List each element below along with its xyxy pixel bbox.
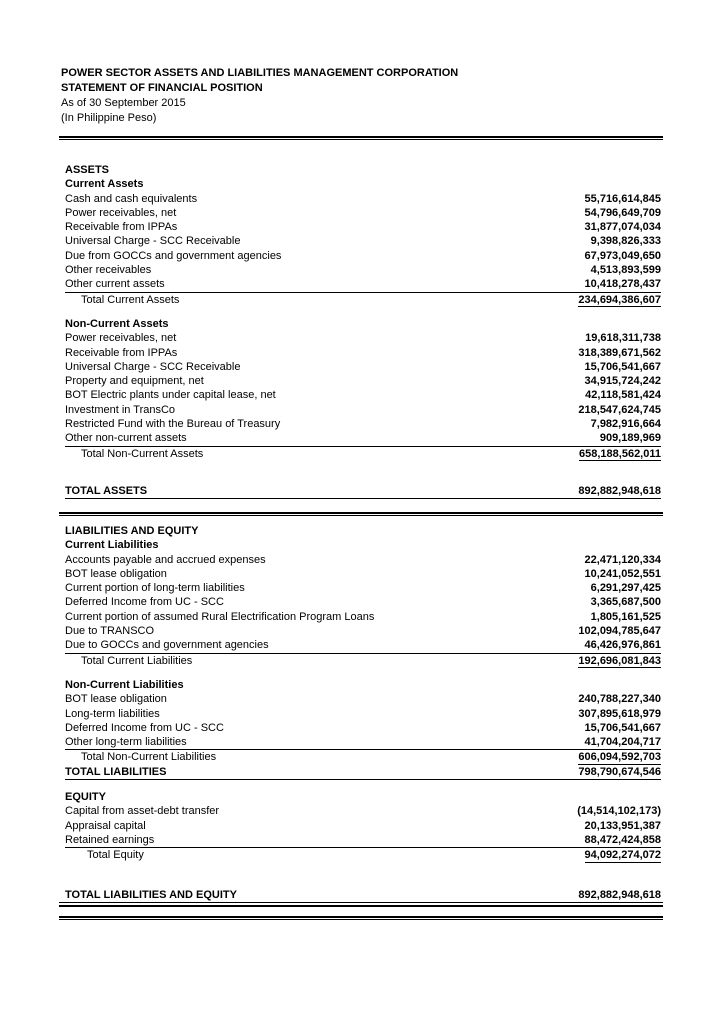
liabilities-section <box>65 524 661 863</box>
row-amount: 15,706,541,667 <box>584 721 661 734</box>
line-item-row <box>65 249 661 263</box>
row-amount: 10,418,278,437 <box>584 278 661 291</box>
line-item-row <box>65 277 661 291</box>
total-assets-section <box>65 484 661 499</box>
row-label: Power receivables, net <box>65 332 177 345</box>
row-amount: 3,365,687,500 <box>590 596 661 609</box>
row-label: Current portion of long-term liabilities <box>65 582 245 595</box>
line-item-row <box>65 220 661 234</box>
row-label: TOTAL LIABILITIES AND EQUITY <box>65 889 237 901</box>
company-name: POWER SECTOR ASSETS AND LIABILITIES MANAGEMENT CORPORATION <box>61 67 459 79</box>
row-amount: 67,973,049,650 <box>584 249 661 262</box>
row-label: Due to GOCCs and government agencies <box>65 639 269 652</box>
row-label: Universal Charge - SCC Receivable <box>65 360 241 373</box>
grand-total-section <box>65 888 661 902</box>
row-label: Due to TRANSCO <box>65 625 155 638</box>
row-amount: 42,118,581,424 <box>585 389 661 402</box>
line-item-row <box>65 567 661 581</box>
line-item-row <box>65 624 661 638</box>
line-item-row <box>65 595 661 609</box>
line-item-row <box>65 638 661 652</box>
row-label: Current portion of assumed Rural Electrification Program Loans <box>65 610 375 623</box>
line-item-row <box>65 403 661 417</box>
row-label: Restricted Fund with the Bureau of Treasury <box>65 418 281 431</box>
row-amount: 798,790,674,546 <box>578 765 661 778</box>
statement-title: STATEMENT OF FINANCIAL POSITION <box>61 82 263 94</box>
row-label: Total Current Liabilities <box>81 654 193 667</box>
row-label: Investment in TransCo <box>65 403 176 416</box>
row-amount: 4,513,893,599 <box>590 264 661 277</box>
row-amount: 102,094,785,647 <box>578 625 661 638</box>
header-rule-top <box>59 136 663 140</box>
row-amount: 9,398,826,333 <box>590 235 661 248</box>
row-label: Due from GOCCs and government agencies <box>65 249 282 262</box>
row-amount: 909,189,969 <box>599 432 661 445</box>
row-amount: 54,796,649,709 <box>584 206 661 219</box>
line-item-row <box>65 735 661 749</box>
section-rule <box>59 512 663 516</box>
current-liabilities-list <box>65 553 661 653</box>
row-label: Other long-term liabilities <box>65 736 187 749</box>
current-assets-list <box>65 192 661 292</box>
line-item-row <box>65 819 661 833</box>
row-label: Total Non-Current Liabilities <box>81 751 217 764</box>
row-amount: 234,694,386,607 <box>578 293 661 306</box>
currency-note: (In Philippine Peso) <box>61 112 157 124</box>
total-current-liabilities-row <box>65 653 661 668</box>
line-item-row <box>65 553 661 567</box>
row-amount: 307,895,618,979 <box>578 707 661 720</box>
line-item-row <box>65 331 661 345</box>
row-label: TOTAL ASSETS <box>65 485 148 497</box>
row-label: Total Current Assets <box>81 293 180 306</box>
row-amount: 192,696,081,843 <box>578 654 661 667</box>
row-amount: 892,882,948,618 <box>578 485 661 497</box>
row-label: Cash and cash equivalents <box>65 192 198 205</box>
row-amount: 658,188,562,011 <box>579 447 661 460</box>
row-label: Retained earnings <box>65 833 155 846</box>
row-amount: 88,472,424,858 <box>584 833 661 846</box>
total-noncurrent-assets-row <box>65 446 661 461</box>
line-item-row <box>65 192 661 206</box>
equity-list <box>65 804 661 847</box>
row-label: BOT Electric plants under capital lease, net <box>65 389 276 402</box>
row-label: Other non-current assets <box>65 432 187 445</box>
row-amount: 34,915,724,242 <box>584 375 661 388</box>
row-amount: 240,788,227,340 <box>578 693 661 706</box>
row-amount: 20,133,951,387 <box>584 819 661 832</box>
row-label: Appraisal capital <box>65 819 146 832</box>
row-amount: 7,982,916,664 <box>590 418 661 431</box>
total-assets-row <box>65 484 661 499</box>
line-item-row <box>65 360 661 374</box>
line-item-row <box>65 206 661 220</box>
total-noncurrent-liabilities-row <box>65 749 661 764</box>
row-label: Capital from asset-debt transfer <box>65 805 220 818</box>
row-label: Long-term liabilities <box>65 707 160 720</box>
row-label: BOT lease obligation <box>65 567 167 580</box>
line-item-row <box>65 610 661 624</box>
row-label: Other current assets <box>65 278 165 291</box>
line-item-row <box>65 692 661 706</box>
grand-total-rule <box>59 902 663 907</box>
row-amount: 218,547,624,745 <box>578 403 661 416</box>
total-equity-row <box>65 847 661 862</box>
row-amount: 94,092,274,072 <box>584 849 661 862</box>
row-label: Other receivables <box>65 264 152 277</box>
row-amount: 318,389,671,562 <box>578 346 661 359</box>
row-amount: 15,706,541,667 <box>584 360 661 373</box>
row-amount: 892,882,948,618 <box>578 889 661 901</box>
line-item-row <box>65 833 661 847</box>
row-amount: 6,291,297,425 <box>590 582 661 595</box>
row-amount: 10,241,052,551 <box>584 567 661 580</box>
line-item-row <box>65 431 661 445</box>
assets-title: ASSETS <box>65 164 110 176</box>
line-item-row <box>65 707 661 721</box>
liabilities-title: LIABILITIES AND EQUITY <box>65 525 199 537</box>
noncurrent-assets-list <box>65 331 661 445</box>
row-label: Receivable from IPPAs <box>65 346 178 359</box>
noncurrent-liabilities-list <box>65 692 661 749</box>
footer-rule <box>59 916 663 920</box>
row-amount: 606,094,592,703 <box>578 751 661 764</box>
grand-total-row <box>65 888 661 902</box>
row-amount: 55,716,614,845 <box>584 192 661 205</box>
total-liabilities-row <box>65 765 661 780</box>
line-item-row <box>65 374 661 388</box>
row-label: Deferred Income from UC - SCC <box>65 721 224 734</box>
line-item-row <box>65 804 661 818</box>
statement-date: As of 30 September 2015 <box>61 97 186 109</box>
noncurrent-assets-title: Non-Current Assets <box>65 317 169 330</box>
row-label: Total Equity <box>87 849 144 862</box>
row-label: Universal Charge - SCC Receivable <box>65 235 241 248</box>
row-label: Accounts payable and accrued expenses <box>65 553 266 566</box>
statement-header <box>61 66 458 126</box>
current-liabilities-title: Current Liabilities <box>65 539 159 552</box>
noncurrent-liabilities-title: Non-Current Liabilities <box>65 678 184 691</box>
row-amount: 22,471,120,334 <box>584 553 661 566</box>
row-amount: 41,704,204,717 <box>584 736 661 749</box>
row-amount: 46,426,976,861 <box>584 639 661 652</box>
row-label: BOT lease obligation <box>65 693 167 706</box>
line-item-row <box>65 346 661 360</box>
equity-title: EQUITY <box>65 791 106 804</box>
line-item-row <box>65 581 661 595</box>
row-label: Deferred Income from UC - SCC <box>65 596 224 609</box>
row-label: Receivable from IPPAs <box>65 221 178 234</box>
row-label: Power receivables, net <box>65 206 177 219</box>
line-item-row <box>65 388 661 402</box>
line-item-row <box>65 263 661 277</box>
total-current-assets-row <box>65 292 661 307</box>
row-label: TOTAL LIABILITIES <box>65 765 167 778</box>
line-item-row <box>65 417 661 431</box>
row-amount: 1,805,161,525 <box>590 610 661 623</box>
row-label: Property and equipment, net <box>65 375 204 388</box>
row-amount: (14,514,102,173) <box>577 805 661 818</box>
row-amount: 31,877,074,034 <box>584 221 661 234</box>
line-item-row <box>65 721 661 735</box>
row-amount: 19,618,311,738 <box>585 332 661 345</box>
current-assets-title: Current Assets <box>65 178 144 191</box>
row-label: Total Non-Current Assets <box>81 447 204 460</box>
line-item-row <box>65 234 661 248</box>
assets-section <box>65 163 661 461</box>
